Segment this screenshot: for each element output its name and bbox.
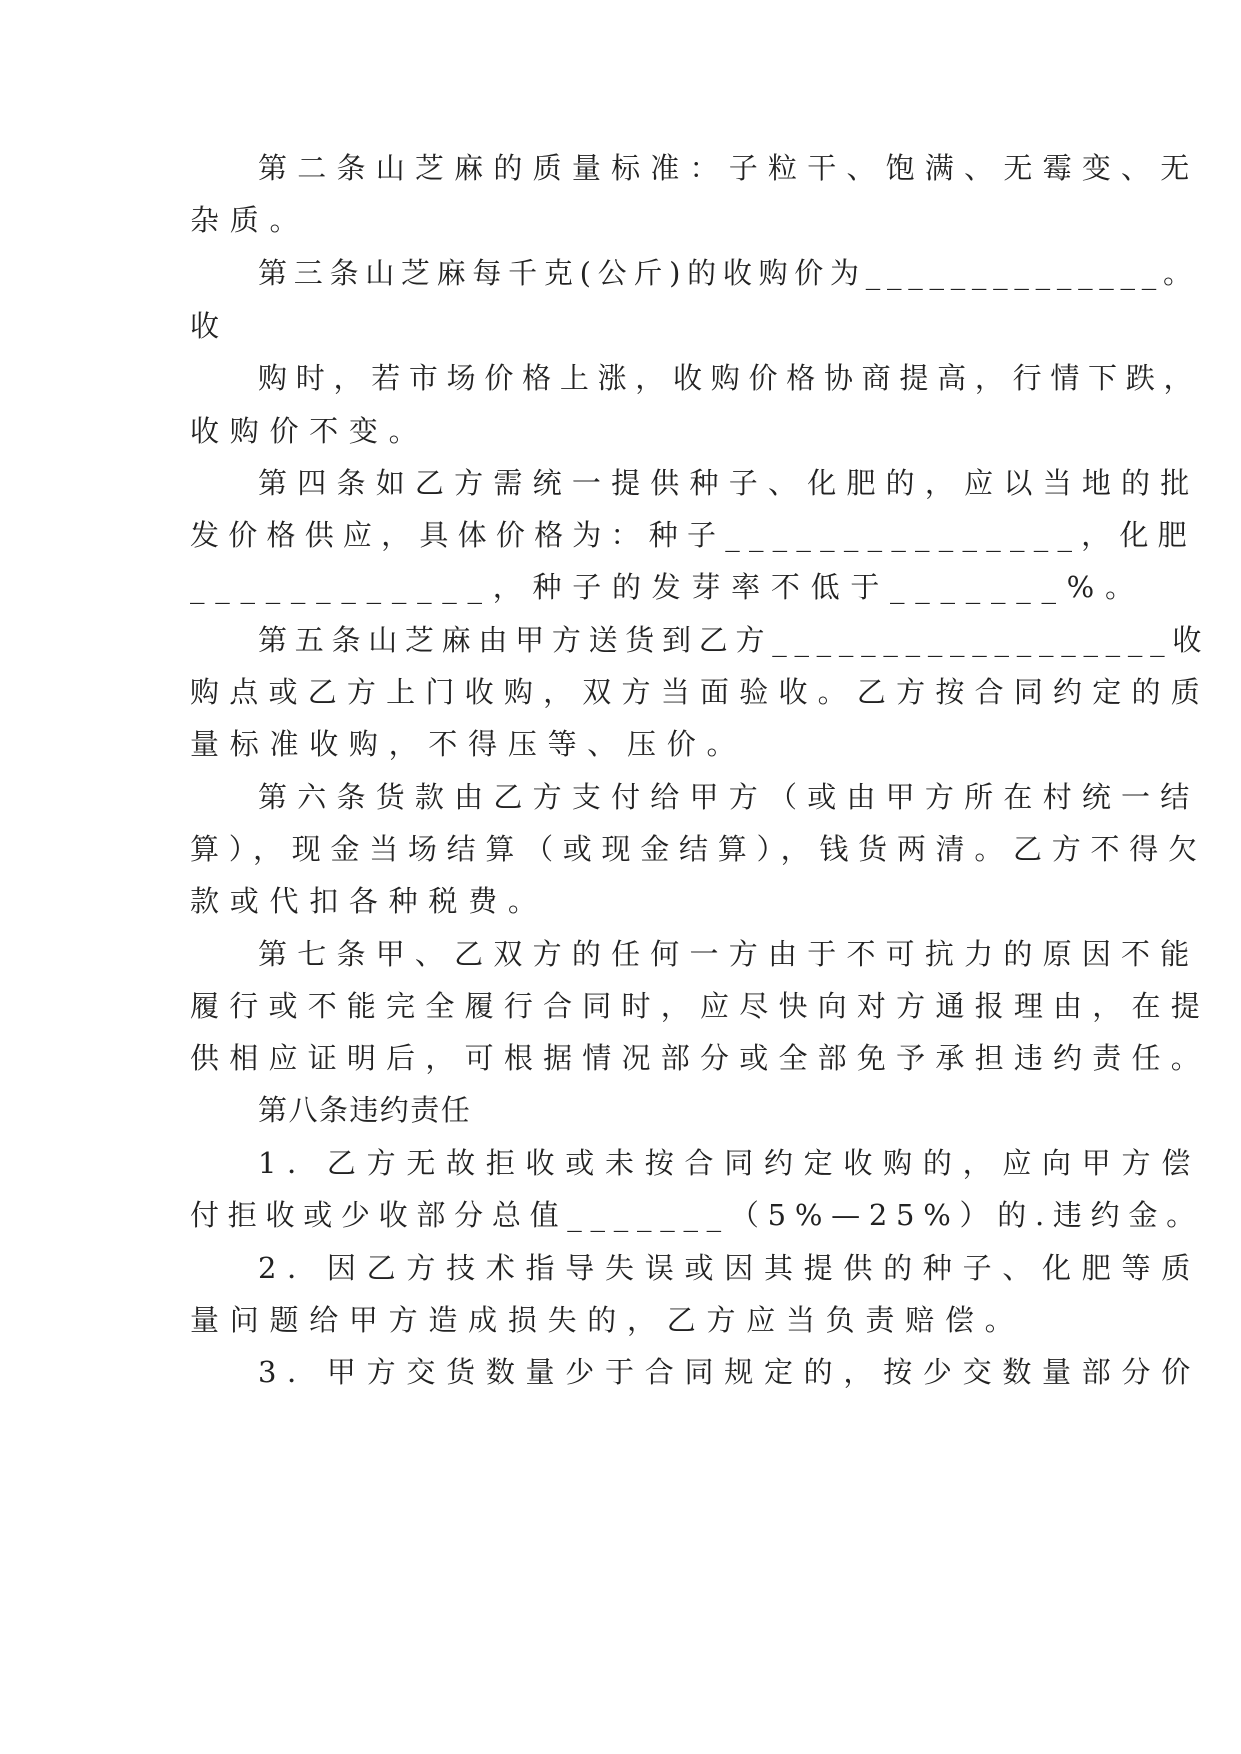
text-line: 购点或乙方上门收购，双方当面验收。乙方按合同约定的质	[190, 675, 1210, 709]
text-line: 第三条山芝麻每千克(公斤)的收购价为______________。	[258, 256, 1199, 290]
text-line: 收	[190, 309, 230, 343]
text-line: 算），现金当场结算（或现金结算），钱货两清。乙方不得欠	[190, 832, 1207, 866]
text-line: 第四条如乙方需统一提供种子、化肥的，应以当地的批	[258, 466, 1200, 500]
text-line: 发价格供应，具体价格为：种子_______________，化肥	[190, 518, 1196, 552]
text-line: 收购价不变。	[190, 414, 429, 448]
text-line: 第七条甲、乙双方的任何一方由于不可抗力的原因不能	[258, 937, 1200, 971]
text-line: 供相应证明后，可根据情况部分或全部免予承担违约责任。	[190, 1041, 1210, 1075]
text-line: 第二条山芝麻的质量标准：子粒干、饱满、无霉变、无	[258, 151, 1200, 185]
text-line: 量标准收购，不得压等、压价。	[190, 727, 747, 761]
text-line: 1．乙方无故拒收或未按合同约定收购的，应向甲方偿	[258, 1146, 1201, 1180]
text-line: 量问题给甲方造成损失的，乙方应当负责赔偿。	[190, 1303, 1025, 1337]
text-line: 款或代扣各种税费。	[190, 884, 548, 918]
text-line: 3．甲方交货数量少于合同规定的，按少交数量部分价	[258, 1355, 1201, 1389]
text-line: 杂质。	[190, 203, 310, 237]
text-line: 2．因乙方技术指导失误或因其提供的种子、化肥等质	[258, 1251, 1201, 1285]
text-line: ____________，种子的发芽率不低于_______%。	[190, 570, 1145, 604]
text-line: 第五条山芝麻由甲方送货到乙方__________________收	[258, 623, 1210, 657]
text-line: 第六条货款由乙方支付给甲方（或由甲方所在村统一结	[258, 780, 1200, 814]
text-line: 履行或不能完全履行合同时，应尽快向对方通报理由，在提	[190, 989, 1210, 1023]
text-line: 付拒收或少收部分总值_______（5%—25%）的.违约金。	[190, 1198, 1204, 1232]
text-line: 购时，若市场价格上涨，收购价格协商提高，行情下跌，	[258, 361, 1202, 395]
section-heading: 第八条违约责任	[258, 1093, 472, 1127]
